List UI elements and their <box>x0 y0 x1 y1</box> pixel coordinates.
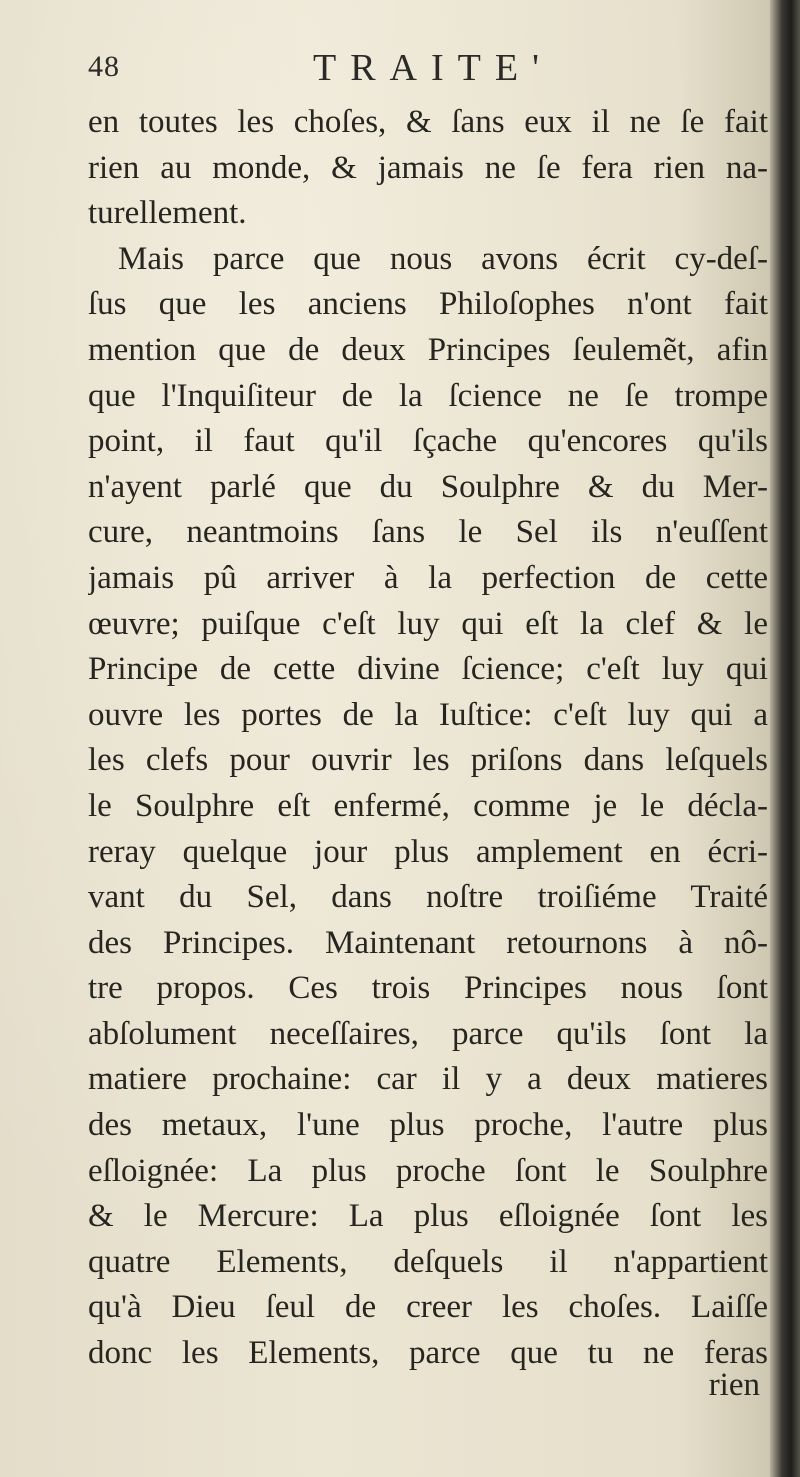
text-line: Mais parce que nous avons écrit cy-deſ- <box>118 240 768 277</box>
text-line: n'ayent parlé que du Soulphre & du Mer- <box>88 468 768 505</box>
catchword: rien <box>708 1367 760 1403</box>
text-line: quatre Elements, deſquels il n'appartient <box>88 1243 768 1280</box>
text-line: turellement. <box>88 195 247 232</box>
text-line: le Soulphre eſt enfermé, comme je le décla- <box>88 787 768 824</box>
text-line: rien au monde, & jamais ne ſe fera rien na- <box>88 149 768 186</box>
text-line: qu'à Dieu ſeul de creer les choſes. Laiſſe <box>88 1289 768 1326</box>
text-line: matiere prochaine: car il y a deux matieres <box>88 1061 768 1098</box>
text-line: ſus que les anciens Philoſophes n'ont fait <box>88 286 768 323</box>
page-header <box>88 47 758 100</box>
running-head: TRAITE' <box>313 47 553 89</box>
text-line: mention que de deux Principes ſeulemẽt, afin <box>88 331 768 368</box>
text-line: œuvre; puiſque c'eſt luy qui eſt la clef & le <box>88 605 768 642</box>
text-line: donc les Elements, parce que tu ne feras <box>88 1335 768 1372</box>
text-line: des Principes. Maintenant retournons à nô- <box>88 924 768 961</box>
text-line: tre propos. Ces trois Principes nous ſont <box>88 970 768 1007</box>
text-line: que l'Inquiſiteur de la ſcience ne ſe trompe <box>88 377 768 414</box>
text-line: cure, neantmoins ſans le Sel ils n'euſſent <box>88 514 768 551</box>
body-text <box>88 100 768 1377</box>
text-line: abſolument neceſſaires, parce qu'ils ſont la <box>88 1015 768 1052</box>
text-line: eſloignée: La plus proche ſont le Soulphre <box>88 1152 768 1189</box>
text-line: Principe de cette divine ſcience; c'eſt luy qui <box>88 651 768 688</box>
text-line: reray quelque jour plus amplement en écri- <box>88 833 768 870</box>
text-line: des metaux, l'une plus proche, l'autre plus <box>88 1107 768 1144</box>
text-line: point, il faut qu'il ſçache qu'encores qu'ils <box>88 423 768 460</box>
text-line: jamais pû arriver à la perfection de cette <box>88 559 768 596</box>
text-line: les clefs pour ouvrir les priſons dans leſquels <box>88 742 768 779</box>
binding-gutter <box>770 0 800 1477</box>
text-line: en toutes les choſes, & ſans eux il ne ſe fait <box>88 104 768 140</box>
text-line: vant du Sel, dans noſtre troiſiéme Traité <box>88 879 768 916</box>
text-line: ouvre les portes de la Iuſtice: c'eſt luy qui a <box>88 696 768 733</box>
page-number: 48 <box>88 50 120 83</box>
text-line: & le Mercure: La plus eſloignée ſont les <box>88 1198 768 1235</box>
